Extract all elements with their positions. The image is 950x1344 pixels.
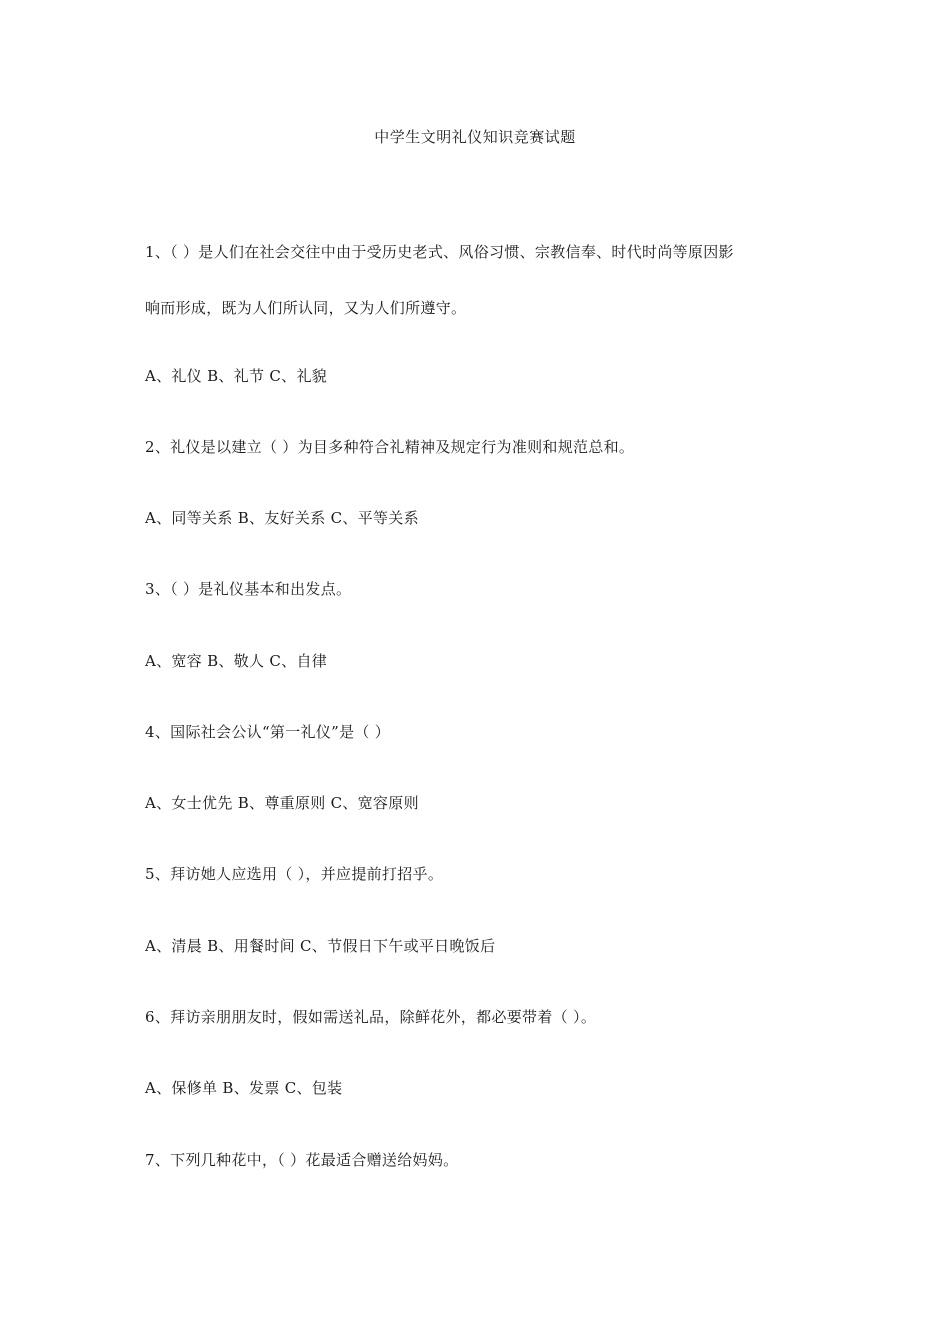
question-6-options: A、保修单 B、发票 C、包装 — [145, 1079, 343, 1097]
question-1-text-line-1: 1、（ ）是人们在社会交往中由于受历史老式、风俗习惯、宗教信奉、时代时尚等原因影 — [145, 243, 734, 261]
question-2-options: A、同等关系 B、友好关系 C、平等关系 — [145, 509, 419, 527]
question-4-text: 4、国际社会公认“第一礼仪”是（ ） — [145, 723, 391, 741]
question-3-options: A、宽容 B、敬人 C、自律 — [145, 652, 328, 670]
question-1-options: A、礼仪 B、礼节 C、礼貌 — [145, 367, 328, 385]
question-2-text: 2、礼仪是以建立（ ）为目多种符合礼精神及规定行为准则和规范总和。 — [145, 438, 635, 456]
question-3-text: 3、（ ）是礼仪基本和出发点。 — [145, 580, 352, 598]
question-7-text: 7、下列几种花中，（ ）花最适合赠送给妈妈。 — [145, 1151, 459, 1169]
question-5-text: 5、拜访她人应选用（ ），并应提前打招乎。 — [145, 865, 444, 883]
question-5-options: A、清晨 B、用餐时间 C、节假日下午或平日晚饭后 — [145, 937, 496, 955]
document-title: 中学生文明礼仪知识竞赛试题 — [374, 128, 576, 146]
question-4-options: A、女士优先 B、尊重原则 C、宽容原则 — [145, 794, 419, 812]
question-6-text: 6、拜访亲朋朋友时，假如需送礼品，除鲜花外，都必要带着（ ）。 — [145, 1008, 597, 1026]
question-1-text-line-2: 响而形成，既为人们所认同，又为人们所遵守。 — [145, 299, 467, 317]
